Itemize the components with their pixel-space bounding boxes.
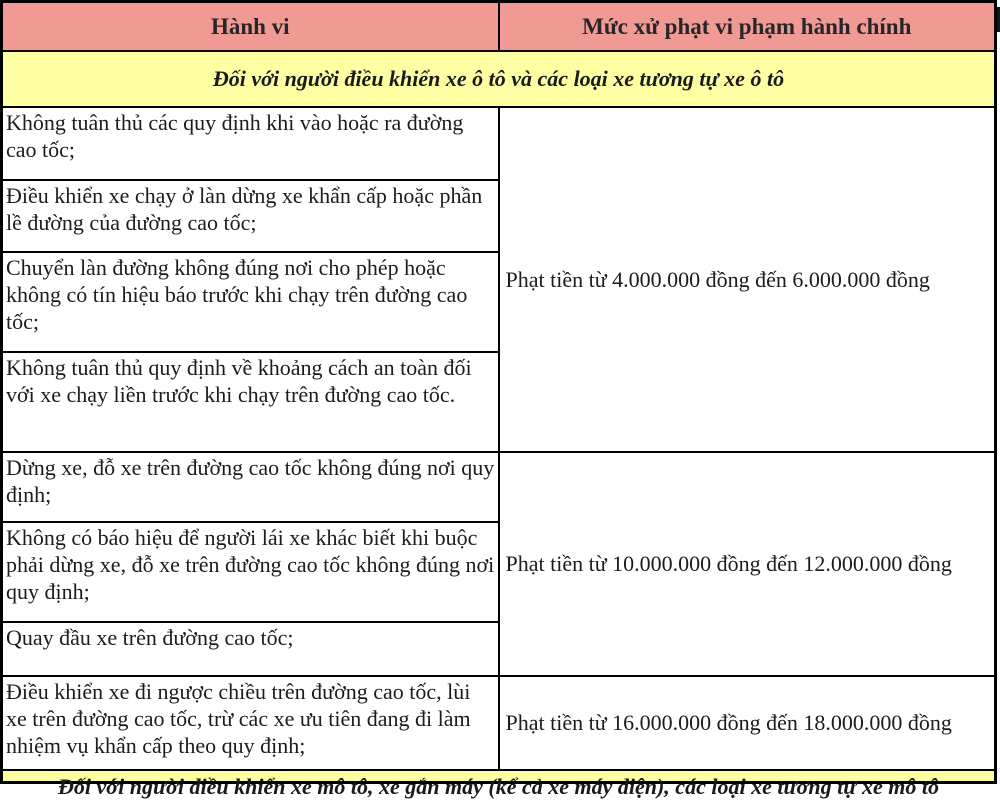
violation-cell: Điều khiển xe chạy ở làn dừng xe khẩn cấp hoặc phần lề đường của đường cao tốc; — [2, 180, 499, 252]
clipped-section-container — [3, 771, 994, 800]
table-header-row — [2, 2, 996, 52]
violation-cell: Không có báo hiệu để người lái xe khác biết khi buộc phải dừng xe, đỗ xe trên đường cao tốc không đúng nơi quy định; — [2, 522, 499, 622]
section-row-partial — [2, 770, 996, 783]
next-section-title-partial: Đối với người điều khiển xe mô tô, xe gắn máy (kể cả xe máy điện), các loại xe tương tự xe mô tô — [58, 774, 939, 800]
fine-cell: Phạt tiền từ 16.000.000 đồng đến 18.000.000 đồng — [499, 676, 996, 770]
violation-cell: Chuyển làn đường không đúng nơi cho phép hoặc không có tín hiệu báo trước khi chạy trên đường cao tốc; — [2, 252, 499, 352]
violation-cell: Không tuân thủ quy định về khoảng cách an toàn đối với xe chạy liền trước khi chạy trên đường cao tốc. — [2, 352, 499, 452]
violation-cell: Quay đầu xe trên đường cao tốc; — [2, 622, 499, 676]
column-header-behavior: Hành vi — [2, 2, 499, 52]
violation-cell: Điều khiển xe đi ngược chiều trên đường cao tốc, lùi xe trên đường cao tốc, trừ các xe ưu tiên đang đi làm nhiệm vụ khẩn cấp theo quy định; — [2, 676, 499, 770]
section-title: Đối với người điều khiển xe ô tô và các loại xe tương tự xe ô tô — [2, 51, 996, 107]
fine-cell: Phạt tiền từ 10.000.000 đồng đến 12.000.000 đồng — [499, 452, 996, 676]
section-row-car — [2, 51, 996, 107]
fine-cell: Phạt tiền từ 4.000.000 đồng đến 6.000.000 đồng — [499, 107, 996, 452]
violation-cell: Không tuân thủ các quy định khi vào hoặc ra đường cao tốc; — [2, 107, 499, 180]
table-row — [2, 107, 996, 180]
column-header-fine: Mức xử phạt vi phạm hành chính — [499, 2, 996, 52]
violation-cell: Dừng xe, đỗ xe trên đường cao tốc không đúng nơi quy định; — [2, 452, 499, 522]
table-row — [2, 676, 996, 770]
table-row — [2, 452, 996, 522]
